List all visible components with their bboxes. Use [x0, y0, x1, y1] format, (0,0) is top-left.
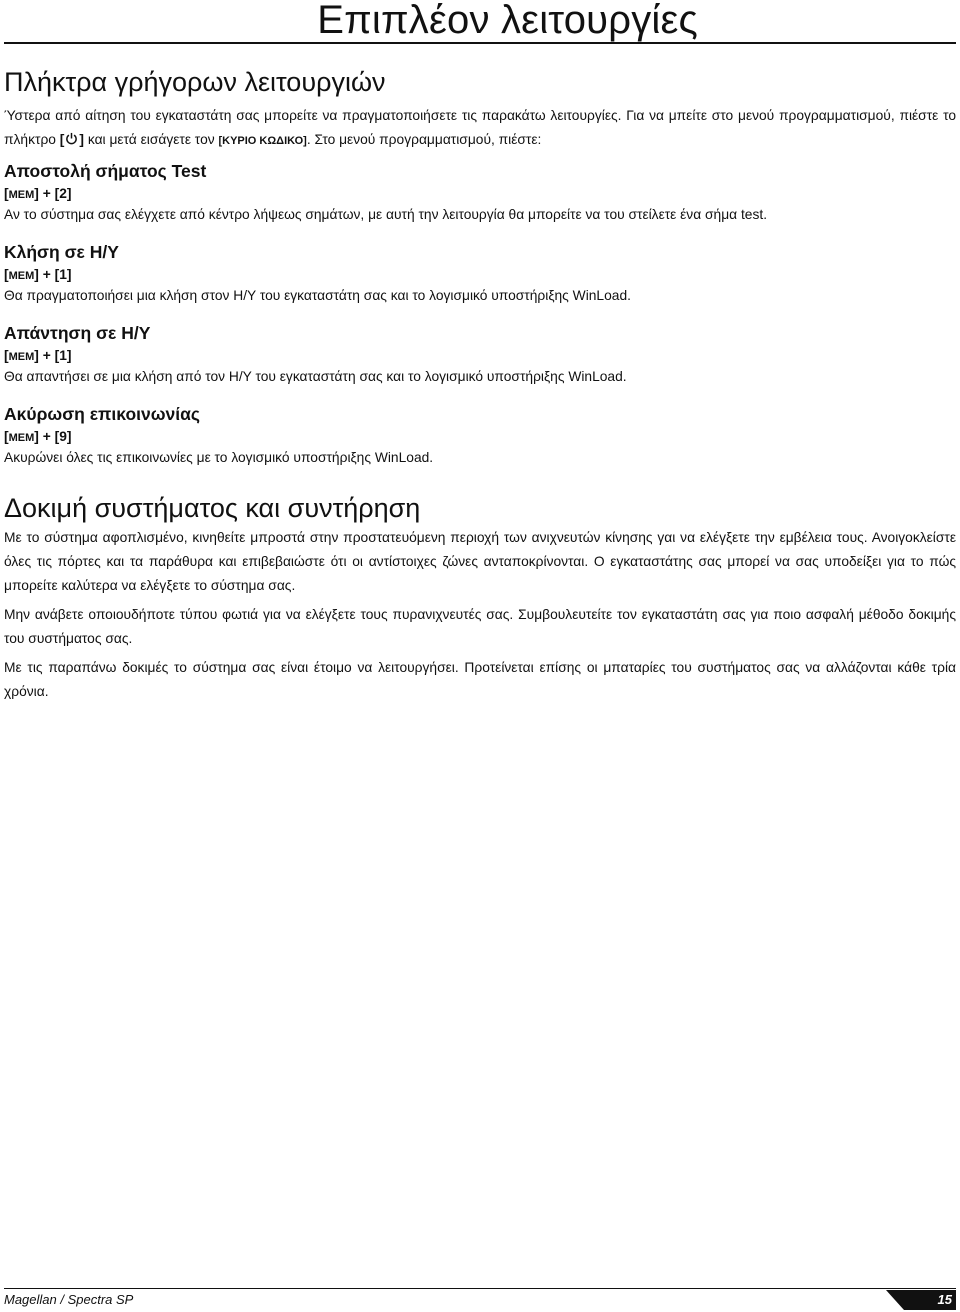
key-combination: [MEM] + [1] [4, 348, 72, 363]
feature-description: Αν το σύστημα σας ελέγχετε από κέντρο λήψεως σημάτων, με αυτή την λειτουργία θα μπορείτε να του στείλετε ένα σήμα test. [4, 207, 768, 222]
footer-product-name: Magellan / Spectra SP [4, 1292, 134, 1307]
feature-cancel-communication [4, 403, 956, 468]
feature-heading: Απάντηση σε Η/Υ [4, 323, 151, 343]
intro-text-2: και μετά εισάγετε τον [84, 132, 219, 147]
quick-keys-heading: Πλήκτρα γρήγορων λειτουργιών [4, 67, 386, 97]
page-content [4, 64, 956, 704]
intro-text-1: Ύστερα από αίτηση του εγκαταστάτη σας μπορείτε να πραγματοποιήσετε τις παρακάτω λειτουργίες. Για να μπείτε στο μενού προγραμματισμού, πιέστε το πλήκτρο [4, 108, 956, 147]
feature-description: Θα πραγματοποιήσει μια κλήση στον Η/Υ του εγκαταστάτη σας και το λογισμικό υποστήριξης WinLoad. [4, 288, 631, 303]
bracket-open: [ [59, 132, 65, 147]
feature-description: Ακυρώνει όλες τις επικοινωνίες με το λογισμικό υποστήριξης WinLoad. [4, 450, 434, 465]
feature-heading: Αποστολή σήματος Test [4, 161, 207, 181]
testing-paragraph: Με τις παραπάνω δοκιμές το σύστημα σας είναι έτοιμο να λειτουργήσει. Προτείνεται επίσης οι μπαταρίες του συστήματος σας να αλλάζονται κάθε τρία χρόνια. [4, 660, 956, 699]
quick-keys-intro [4, 104, 956, 153]
key-combination: [MEM] + [2] [4, 186, 72, 201]
testing-heading: Δοκιμή συστήματος και συντήρηση [4, 493, 421, 523]
page-title: Επιπλέον λειτουργίες [317, 0, 698, 42]
master-code-key: [ΚΥΡΙΟ ΚΩΔΙΚΟ] [218, 135, 307, 147]
key-combination: [MEM] + [9] [4, 429, 72, 444]
footer-rule [4, 1288, 956, 1289]
feature-description: Θα απαντήσει σε μια κλήση από τον Η/Υ του εγκαταστάτη σας και το λογισμικό υποστήριξης WinLoad. [4, 369, 627, 384]
bracket-close: ] [79, 132, 85, 147]
title-rule [4, 42, 956, 44]
feature-heading: Ακύρωση επικοινωνίας [4, 404, 200, 424]
testing-paragraph: Με το σύστημα αφοπλισμένο, κινηθείτε μπροστά στην προστατευόμενη περιοχή των ανιχνευτών κίνησης γαι να ελέγξετε την εμβέλεια τους. Ανοιγοκλείστε όλες τις πόρτες και τα παράθυρα και επιβεβαιώστε ότι οι αντίστοιχες ζώνες ανταποκρίνονται. Ο εγκαταστάτης σας μπορεί να σας υποδείξει για το πώς μπορείτε καλύτερα να ελέγξετε το σύστημα σας. [4, 530, 956, 593]
power-icon [65, 132, 78, 145]
intro-text-3: . Στο μενού προγραμματισμού, πιέστε: [306, 132, 542, 147]
page-number: 15 [937, 1292, 952, 1307]
testing-paragraph: Μην ανάβετε οποιουδήποτε τύπου φωτιά για να ελέγξετε τους πυρανιχνευτές σας. Συμβουλευτείτε τον εγκαταστάτη σας για ποιο ασφαλή μέθοδο δοκιμής του συστήματος σας. [4, 607, 956, 646]
feature-answer-pc [4, 322, 956, 387]
feature-heading: Κλήση σε Η/Υ [4, 242, 119, 262]
key-combination: [MEM] + [1] [4, 267, 72, 282]
feature-call-pc [4, 241, 956, 306]
feature-test-report [4, 160, 956, 225]
